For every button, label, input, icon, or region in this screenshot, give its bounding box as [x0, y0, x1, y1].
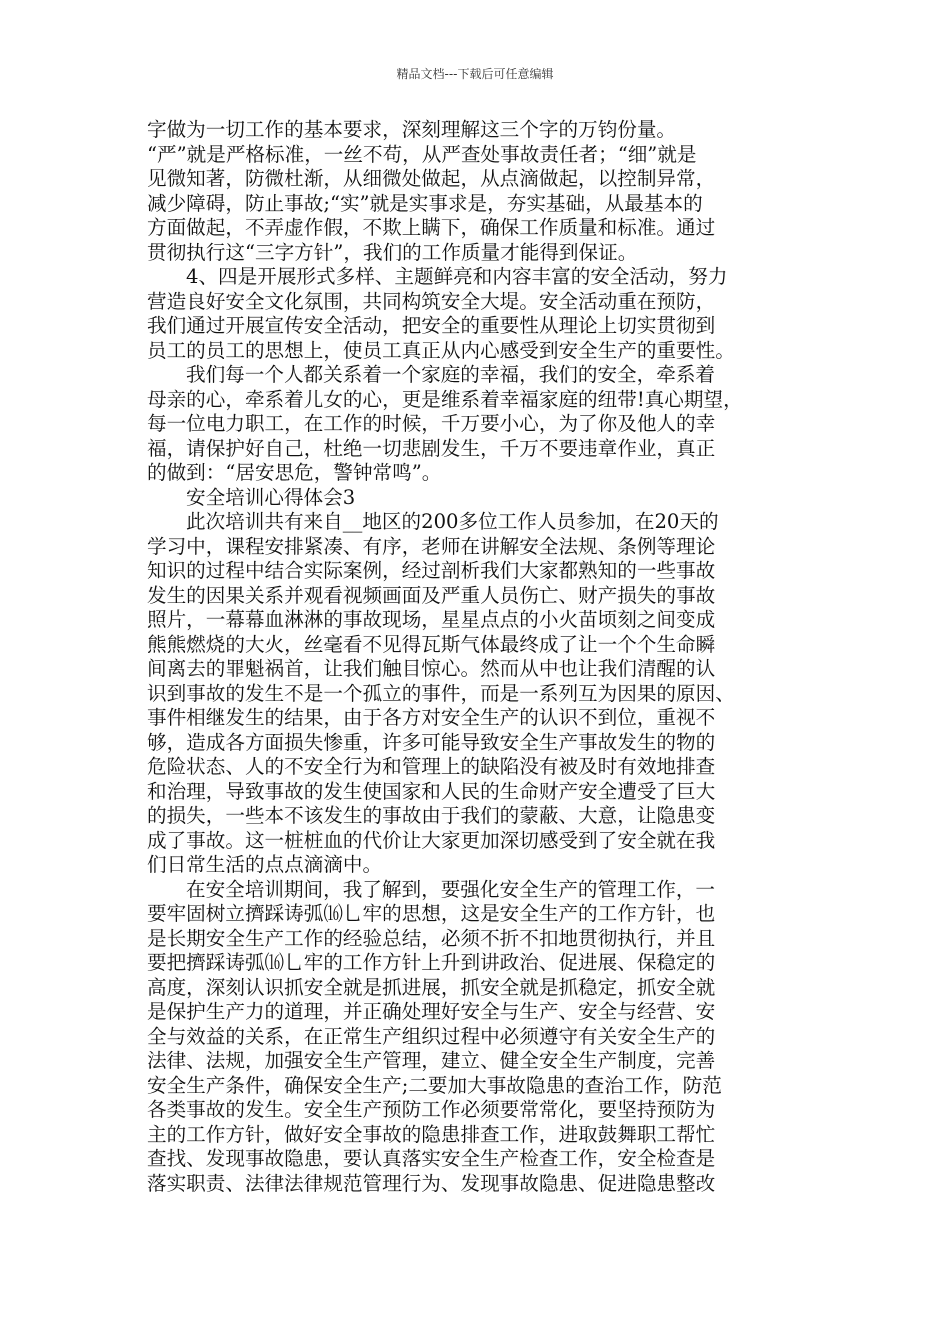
text-line: 法律、法规，加强安全生产管理，建立、健全安全生产制度，完善	[147, 1049, 716, 1072]
text-line: 事件相继发生的结果，由于各方对安全生产的认识不到位，重视不	[147, 706, 716, 729]
text-line: 间离去的罪魁祸首，让我们触目惊心。然而从中也让我们清醒的认	[147, 657, 716, 680]
page-header: 精品文档---下载后可任意编辑	[396, 67, 554, 81]
text-line: 落实职责、法律法律规范管理行为、发现事故隐患、促进隐患整改	[147, 1171, 716, 1195]
text-line: 方面做起，不弄虚作假，不欺上瞒下，确保工作质量和标准。通过	[147, 216, 716, 239]
text-line: 的损失，一些本不该发生的事故由于我们的蒙蔽、大意，让隐患变	[147, 804, 716, 827]
text-line: 要把擠踩诪弧⒃乚牢的工作方针上升到讲政治、促进展、保稳定的	[147, 951, 716, 974]
text-line: “严”就是严格标准，一丝不苟，从严查处事故责任者；“细”就是	[147, 142, 697, 166]
text-line: 员工的员工的思想上，使员工真正从内心感受到安全生产的重要性。	[147, 338, 735, 362]
text-line: 和治理，导致事故的发生使国家和人民的生命财产安全遭受了巨大	[147, 779, 716, 803]
text-line: 是保护生产力的道理，并正确处理好安全与生产、安全与经营、安	[147, 1000, 716, 1023]
text-line: 发生的因果关系并观看视频画面及严重人员伤亡、财产损失的事故	[147, 583, 716, 607]
text-line: 营造良好安全文化氛围，共同构筑安全大堤。安全活动重在预防，	[147, 289, 716, 313]
text-line: 全与效益的关系，在正常生产组织过程中必须遵守有关安全生产的	[147, 1024, 716, 1048]
text-line: 字做为一切工作的基本要求，深刻理解这三个字的万钧份量。	[147, 118, 677, 141]
text-line: 高度，深刻认识抓安全就是抓进展，抓安全就是抓稳定，抓安全就	[147, 975, 716, 999]
text-line: 福，请保护好自己，杜绝一切悲剧发生，千万不要违章作业，真正	[147, 436, 716, 460]
text-line: 要牢固树立擠踩诪弧⒃乚牢的思想，这是安全生产的工作方针，也	[147, 902, 716, 925]
text-line: 学习中，课程安排紧凑、有序，老师在讲解安全法规、条例等理论	[147, 534, 716, 558]
text-line: 熊熊燃烧的大火，丝毫看不见得瓦斯气体最终成了让一个个生命瞬	[147, 632, 716, 656]
text-line: 成了事故。这一桩桩血的代价让大家更加深切感受到了安全就在我	[147, 828, 716, 852]
text-line: 4、四是开展形式多样、主题鲜亮和内容丰富的安全活动，努力	[186, 265, 728, 288]
text-line: 在安全培训期间，我了解到，要强化安全生产的管理工作，一	[186, 877, 716, 901]
text-line: 此次培训共有来自__地区的200多位工作人员参加，在20天的	[186, 510, 719, 533]
text-line: 危险状态、人的不安全行为和管理上的缺陷没有被及时有效地排查	[147, 755, 716, 778]
text-line: 见微知著，防微杜渐，从细微处做起，从点滴做起，以控制异常，	[147, 167, 716, 190]
document-body	[147, 118, 807, 1196]
text-line: 主的工作方针，做好安全事故的隐患排查工作，进取鼓舞职工帮忙	[147, 1122, 716, 1146]
text-line: 识到事故的发生不是一个孤立的事件，而是一系列互为因果的原因、	[147, 681, 735, 705]
text-line: 我们每一个人都关系着一个家庭的幸福，我们的安全，牵系着	[186, 363, 716, 386]
text-line: 照片，一幕幕血淋淋的事故现场，星星点点的小火苗顷刻之间变成	[147, 608, 716, 631]
text-line: 安全生产条件，确保安全生产;二要加大事故隐患的查治工作，防范	[147, 1073, 722, 1097]
text-line: 每一位电力职工，在工作的时候，千万要小心，为了你及他人的幸	[147, 412, 716, 435]
text-line: 够，造成各方面损失惨重，许多可能导致安全生产事故发生的物的	[147, 730, 716, 754]
text-line: 是长期安全生产工作的经验总结，必须不折不扣地贯彻执行，并且	[147, 926, 716, 950]
text-line: 知识的过程中结合实际案例，经过剖析我们大家都熟知的一些事故	[147, 559, 716, 582]
text-line: 各类事故的发生。安全生产预防工作必须要常常化，要坚持预防为	[147, 1098, 716, 1121]
text-line: 我们通过开展宣传安全活动，把安全的重要性从理论上切实贯彻到	[147, 314, 716, 337]
text-line: 查找、发现事故隐患，要认真落实安全生产检查工作，安全检查是	[147, 1147, 716, 1170]
text-line: 安全培训心得体会3	[186, 485, 356, 509]
text-line: 们日常生活的点点滴滴中。	[147, 853, 383, 876]
text-line: 的做到：“居安思危，警钟常鸣”。	[147, 461, 442, 484]
text-line: 减少障碍，防止事故;“实”就是实事求是，夯实基础，从最基本的	[147, 191, 703, 215]
text-line: 贯彻执行这“三字方针”，我们的工作质量才能得到保证。	[147, 240, 638, 264]
text-line: 母亲的心，牵系着儿女的心，更是维系着幸福家庭的纽带!真心期望，	[147, 387, 743, 411]
